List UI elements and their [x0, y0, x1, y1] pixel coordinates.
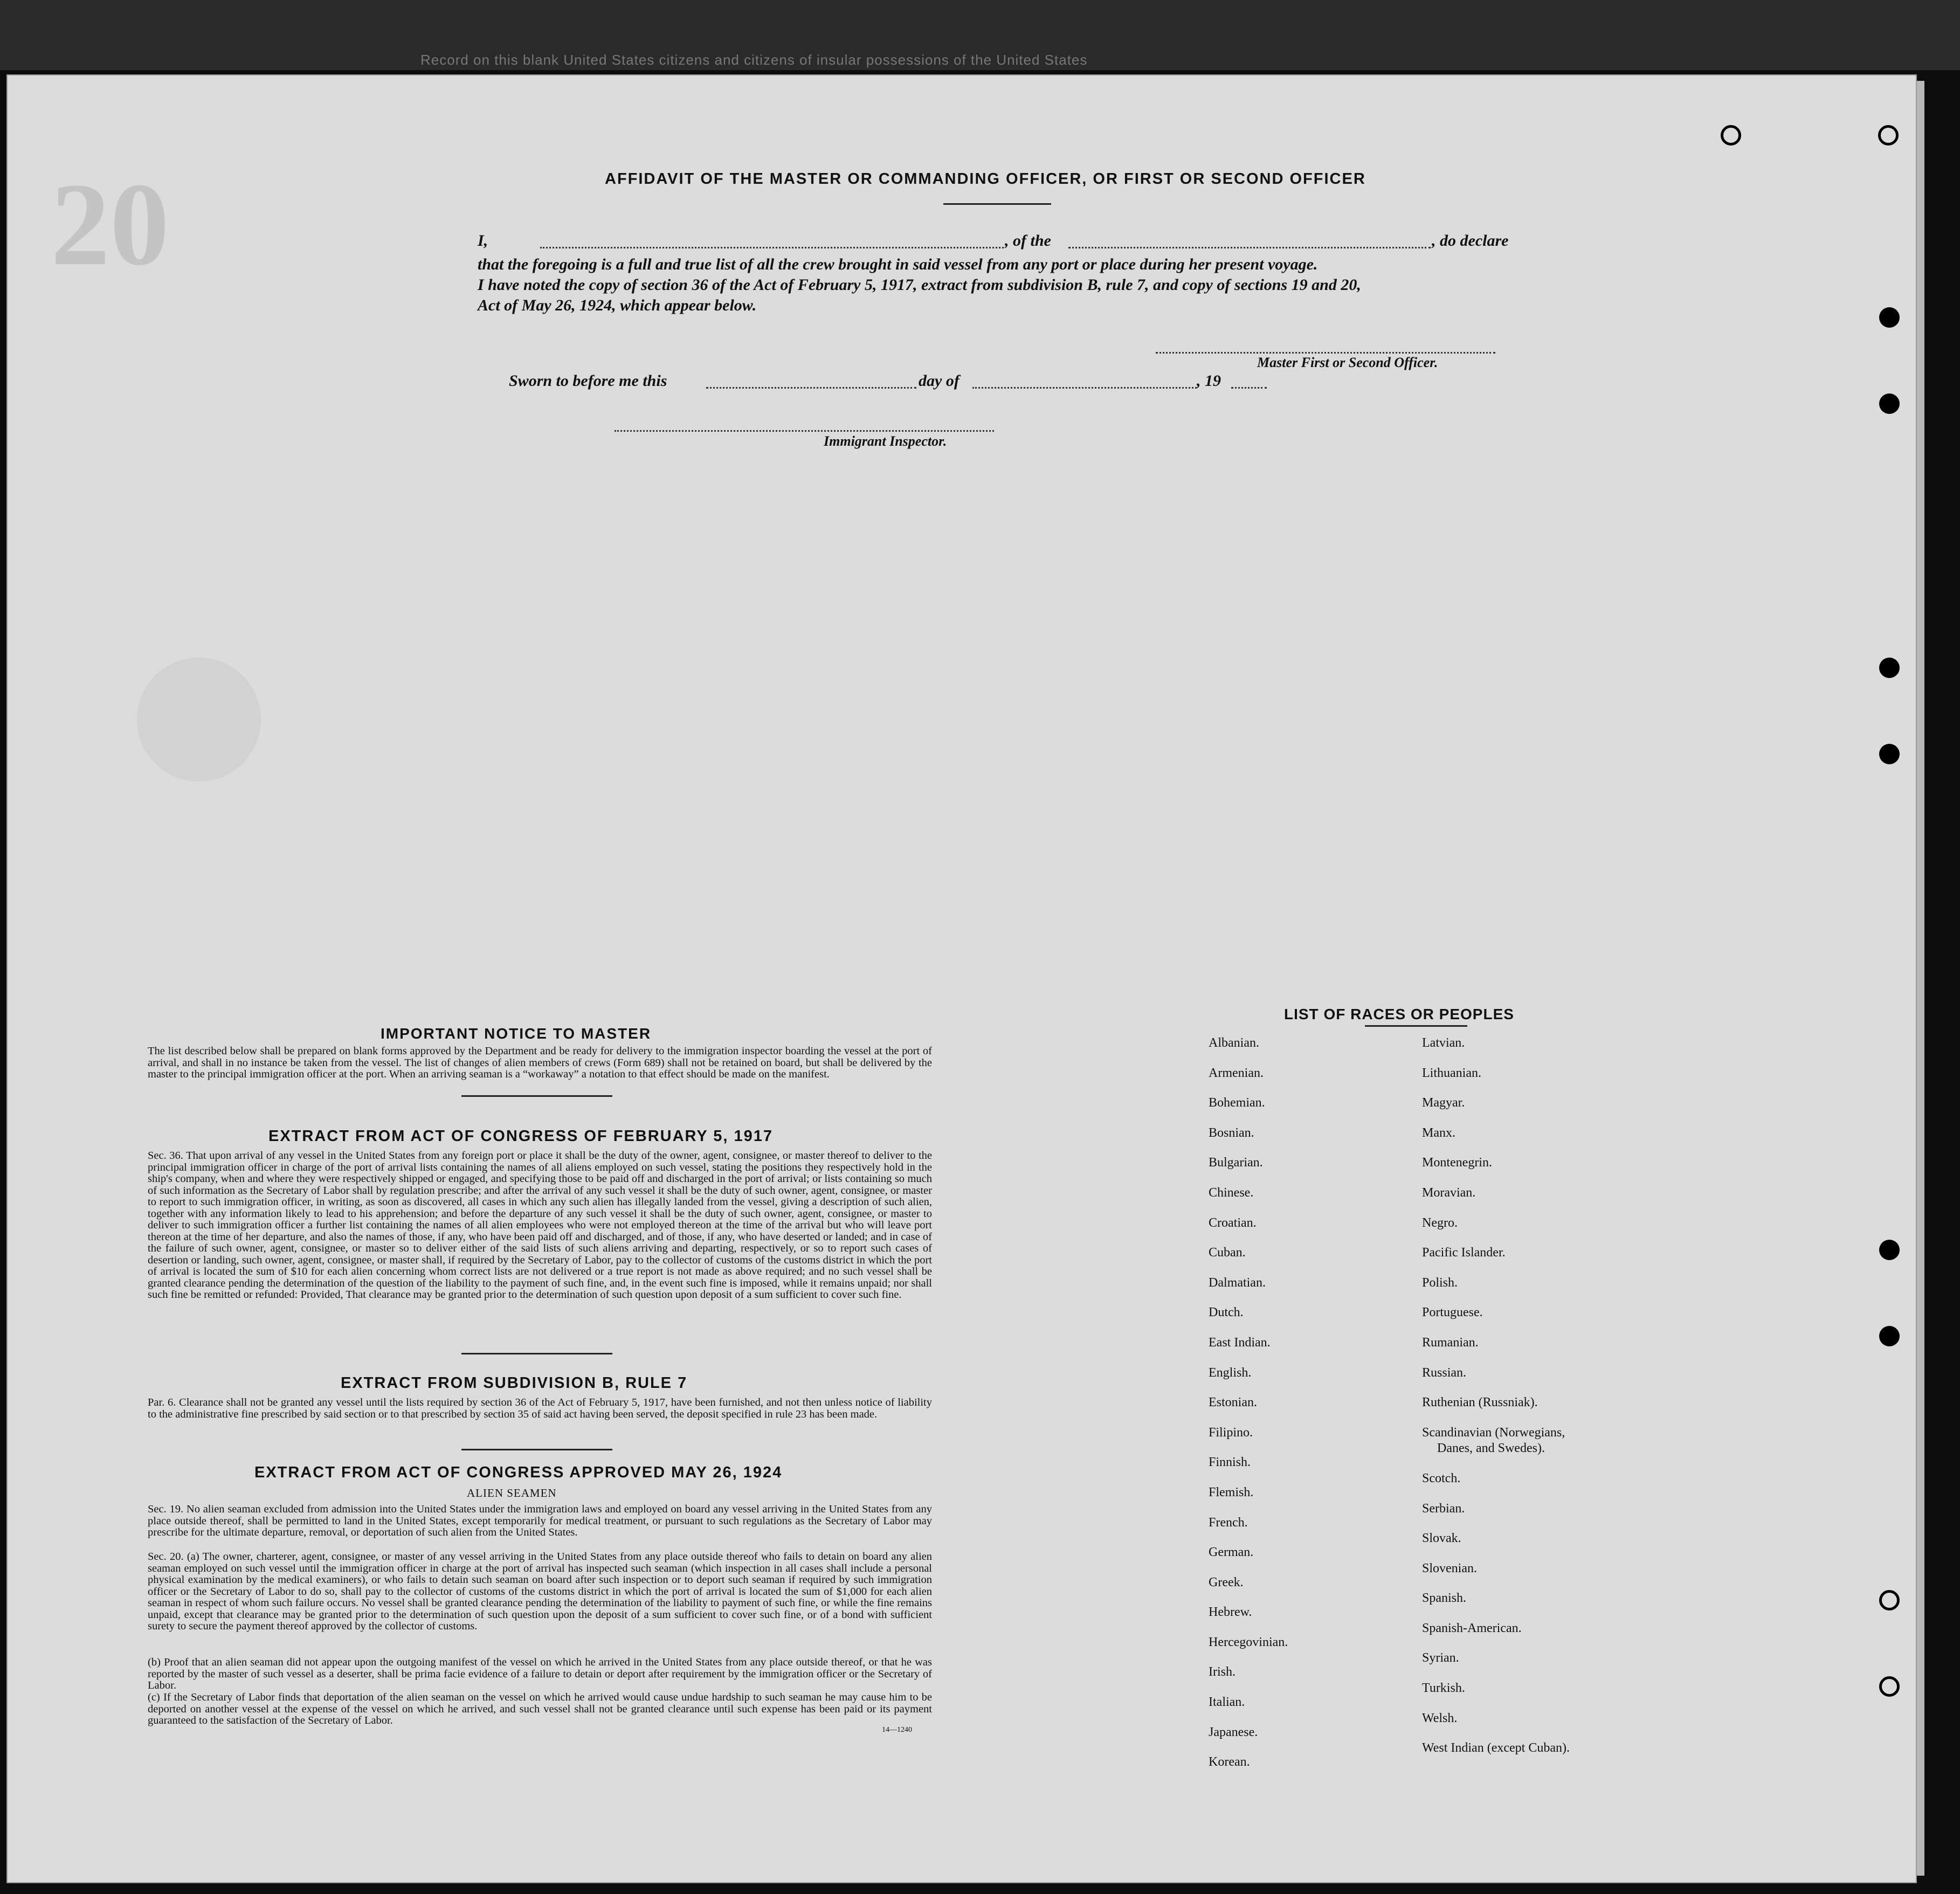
- section-divider: [461, 1449, 612, 1450]
- extract-1917-title: EXTRACT FROM ACT OF CONGRESS OF FEBRUARY 5, 1917: [268, 1128, 774, 1145]
- sworn-day-of: day of: [919, 372, 960, 390]
- race-item: Italian.: [1209, 1695, 1245, 1710]
- race-item: Serbian.: [1422, 1501, 1465, 1516]
- affidavit-line1-mid: , of the: [1005, 232, 1051, 250]
- race-item: Hercegovinian.: [1209, 1635, 1288, 1649]
- notice-body: The list described below shall be prepared on blank forms approved by the Department and be ready for delivery to the immigration inspector boarding the vessel at the port of arrival, and shall in no instance be taken from the vessel. The list of changes of alien members of crews (Form 689) shall not be retained on board, but shall be delivered by the master to the principal immigration officer at the port. When an arriving seaman is a “workaway” a notation to that effect should be made on the manifest.: [148, 1045, 932, 1080]
- races-title-rule: [1365, 1025, 1467, 1027]
- binder-hole-icon: [1879, 658, 1900, 678]
- race-item: English.: [1209, 1365, 1252, 1380]
- race-item: Estonian.: [1209, 1395, 1257, 1410]
- binder-hole-icon: [1879, 1590, 1900, 1610]
- race-item: Spanish.: [1422, 1591, 1467, 1606]
- race-item: Hebrew.: [1209, 1605, 1252, 1620]
- race-item: Croatian.: [1209, 1215, 1257, 1230]
- race-item: Slovenian.: [1422, 1561, 1477, 1575]
- inspector-caption: Immigrant Inspector.: [824, 433, 947, 449]
- race-item: Cuban.: [1209, 1246, 1246, 1260]
- race-item: West Indian (except Cuban).: [1422, 1741, 1570, 1755]
- race-item: Albanian.: [1209, 1036, 1259, 1050]
- race-item: German.: [1209, 1545, 1254, 1560]
- race-item: Lithuanian.: [1422, 1066, 1481, 1080]
- affidavit-line3: I have noted the copy of section 36 of the Act of February 5, 1917, extract from subdivision B, rule 7, and copy of sections 19 and 20,: [478, 276, 1361, 294]
- race-item: Dalmatian.: [1209, 1275, 1266, 1290]
- race-item: Latvian.: [1422, 1036, 1465, 1050]
- sworn-text: Sworn to before me this: [509, 372, 667, 390]
- race-item: Japanese.: [1209, 1725, 1258, 1739]
- race-item: Armenian.: [1209, 1066, 1264, 1080]
- section-divider: [461, 1353, 612, 1354]
- race-item: Korean.: [1209, 1755, 1250, 1769]
- race-item: Ruthenian (Russniak).: [1422, 1395, 1538, 1410]
- extract-1924-title: EXTRACT FROM ACT OF CONGRESS APPROVED MAY 26, 1924: [254, 1464, 783, 1481]
- race-item: Spanish-American.: [1422, 1621, 1522, 1635]
- binder-hole-icon: [1879, 1676, 1900, 1697]
- extract-1924-sec20c: (c) If the Secretary of Labor finds that deportation of the alien seaman on the vessel on which he arrived would cause undue hardship to such seaman he may cause him to be deported on another vessel at the expense of the vessel on which he arrived, and such vessel shall not be granted clearance until such expense has been paid or its payment guaranteed to the satisfaction of the Secretary of Labor.: [148, 1691, 932, 1726]
- binder-hole-icon: [1879, 1326, 1900, 1346]
- vessel-name-field: [1068, 247, 1431, 248]
- extract-1924-sec19: Sec. 19. No alien seaman excluded from admission into the United States under the immigration laws and employed on board any vessel arriving in the United States from any place outside thereof, shall be permitted to land in the United States, except temporarily for medical treatment, or pursuant to such regulations as the Secretary of Labor may prescribe for the ultimate departure, removal, or deportation of such alien from the United States.: [148, 1503, 932, 1538]
- document-page: [6, 74, 1917, 1883]
- sworn-day-field: [706, 387, 916, 389]
- show-through-mark: 20: [51, 158, 169, 290]
- race-item: Negro.: [1422, 1215, 1458, 1230]
- race-item: Magyar.: [1422, 1096, 1465, 1110]
- race-item: Dutch.: [1209, 1305, 1244, 1320]
- officer-signature-line: [1156, 352, 1495, 354]
- race-item: Rumanian.: [1422, 1335, 1479, 1350]
- extract-1917-body: Sec. 36. That upon arrival of any vessel in the United States from any foreign port or place it shall be the duty of the owner, agent, consignee, or master thereof to deliver to the principal immigration officer in charge of the port of arrival lists containing the names of all aliens employed on such vessel, stating the positions they respectively hold in the ship's company, when and where they were respectively shipped or engaged, and specifying those to be paid off and discharged in the port of arrival; or lists containing so much of such information as the Secretary of Labor shall by regulation prescribe; and after the arrival of any such vessel it shall be the duty of such owner, agent, consignee, or master to report to such immigration officer, in writing, as soon as discovered, all cases in which any such alien has illegally landed from the vessel, giving a description of such alien, together with any information likely to lead to his apprehension; and before the departure of any such vessel it shall be the duty of such owner, agent, consignee, or master to deliver to such immigration officer a further list containing the names of all alien employees who were not employed thereon at the time of the arrival but who will leave port thereon at the time of her departure, and also the names of those, if any, who have been paid off and discharged, and of those, if any, who have deserted or landed; and in case of the failure of such owner, agent, consignee, or master so to deliver either of the said lists of such aliens arriving and departing, respectively, or so to report such cases of desertion or landing, such owner, agent, consignee, or master shall, if required by the Secretary of Labor, pay to the collector of customs of the customs district in which the port of arrival is located the sum of $10 for each alien concerning whom correct lists are not delivered or a true report is not made as above required; and no such vessel shall be granted clearance pending the determination of the question of the liability to the payment of such fine, and, in the event such fine is imposed, while it remains unpaid; nor shall such fine be remitted or refunded: Provided, That clearance may be granted prior to the determination of such question upon deposit of a sum sufficient to cover such fine.: [148, 1150, 932, 1301]
- form-number: 14—1240: [882, 1726, 912, 1734]
- affidavit-line4: Act of May 26, 1924, which appear below.: [478, 296, 757, 314]
- binder-hole-icon: [1879, 307, 1900, 328]
- alien-seamen-subtitle: ALIEN SEAMEN: [467, 1487, 557, 1499]
- affidavit-title: AFFIDAVIT OF THE MASTER OR COMMANDING OFFICER, OR FIRST OR SECOND OFFICER: [605, 170, 1366, 188]
- race-item: Russian.: [1422, 1365, 1467, 1380]
- race-item: Danes, and Swedes).: [1437, 1441, 1545, 1456]
- race-item: East Indian.: [1209, 1335, 1271, 1350]
- race-item: Pacific Islander.: [1422, 1246, 1506, 1260]
- officer-caption: Master First or Second Officer.: [1257, 355, 1438, 370]
- races-left-column: [1209, 1036, 1288, 1785]
- race-item: Slovak.: [1422, 1531, 1461, 1546]
- section-divider: [461, 1095, 612, 1097]
- race-item: Irish.: [1209, 1665, 1236, 1679]
- race-item: Chinese.: [1209, 1185, 1254, 1200]
- races-right-column: [1422, 1036, 1570, 1771]
- sworn-month-field: [972, 387, 1197, 389]
- races-title: LIST OF RACES OR PEOPLES: [1284, 1006, 1514, 1022]
- top-page-strip: [0, 0, 1960, 70]
- race-item: Flemish.: [1209, 1485, 1254, 1499]
- binder-hole-icon: [1879, 744, 1900, 764]
- master-name-field: [540, 247, 1004, 248]
- race-item: Portuguese.: [1422, 1305, 1483, 1320]
- race-item: Syrian.: [1422, 1651, 1459, 1665]
- race-item: Bulgarian.: [1209, 1156, 1263, 1170]
- binder-hole-icon: [1878, 125, 1899, 146]
- race-item: Moravian.: [1422, 1185, 1476, 1200]
- inspector-signature-line: [615, 430, 994, 432]
- race-item: Turkish.: [1422, 1681, 1465, 1696]
- race-item: Finnish.: [1209, 1455, 1251, 1470]
- race-item: Bohemian.: [1209, 1096, 1265, 1110]
- extract-rule7-title: EXTRACT FROM SUBDIVISION B, RULE 7: [341, 1374, 688, 1392]
- race-item: Welsh.: [1422, 1711, 1458, 1725]
- affidavit-line2: that the foregoing is a full and true list of all the crew brought in said vessel from any port or place during her present voyage.: [478, 255, 1318, 273]
- show-through-stamp: [137, 658, 261, 782]
- race-item: Bosnian.: [1209, 1125, 1254, 1140]
- race-item: French.: [1209, 1515, 1248, 1530]
- race-item: Polish.: [1422, 1275, 1458, 1290]
- binder-hole-icon: [1879, 393, 1900, 414]
- affidavit-line1-end: , do declare: [1432, 232, 1509, 250]
- header-strip-text: Record on this blank United States citizens and citizens of insular possessions of the United States: [420, 52, 1088, 68]
- race-item: Montenegrin.: [1422, 1156, 1492, 1170]
- race-item: Manx.: [1422, 1125, 1455, 1140]
- extract-1924-sec20a: Sec. 20. (a) The owner, charterer, agent, consignee, or master of any vessel arriving in the United States from any place outside thereof who fails to detain on board any alien seaman employed on such vessel until the immigration officer in charge at the port of arrival has inspected such seaman (which inspection in all cases shall include a personal physical examination by the medical examiners), or who fails to detain such seaman on board after such inspection or to deport such seaman if required by such immigration officer or the Secretary of Labor to do so, shall pay to the collector of customs of the customs district in which the port of arrival is located the sum of $1,000 for each alien seaman in respect of whom such failure occurs. No vessel shall be granted clearance pending the determination of the liability to payment of such fine, or while the fine remains unpaid, except that clearance may be granted prior to the determination of such question upon the deposit of a sum sufficient to cover such fine, or of a bond with sufficient surety to secure the payment thereof approved by the collector of customs.: [148, 1551, 932, 1632]
- sworn-year-field: [1231, 387, 1267, 389]
- extract-1924-sec20b: (b) Proof that an alien seaman did not appear upon the outgoing manifest of the vessel on which he arrived in the United States from any place outside thereof, or that he was reported by the master of such vessel as a deserter, shall be prima facie evidence of a failure to detain or deport after requirement by the immigration officer or the Secretary of Labor.: [148, 1656, 932, 1691]
- sworn-year: , 19: [1197, 372, 1221, 390]
- extract-rule7-body: Par. 6. Clearance shall not be granted any vessel until the lists required by section 36 of the Act of February 5, 1917, have been furnished, and not then unless notice of liability to the administrative fine prescribed by said section or to that prescribed by section 35 of said act having been served, the deposit specified in rule 23 has been made.: [148, 1397, 932, 1420]
- binder-hole-icon: [1879, 1240, 1900, 1260]
- race-item: Filipino.: [1209, 1425, 1253, 1440]
- binder-hole-icon: [1721, 125, 1741, 146]
- notice-title: IMPORTANT NOTICE TO MASTER: [381, 1025, 652, 1042]
- affidavit-line1-start: I,: [478, 232, 488, 250]
- affidavit-title-rule: [943, 203, 1051, 205]
- race-item: Greek.: [1209, 1575, 1244, 1589]
- race-item: Scandinavian (Norwegians,: [1422, 1425, 1565, 1440]
- race-item: Scotch.: [1422, 1471, 1461, 1485]
